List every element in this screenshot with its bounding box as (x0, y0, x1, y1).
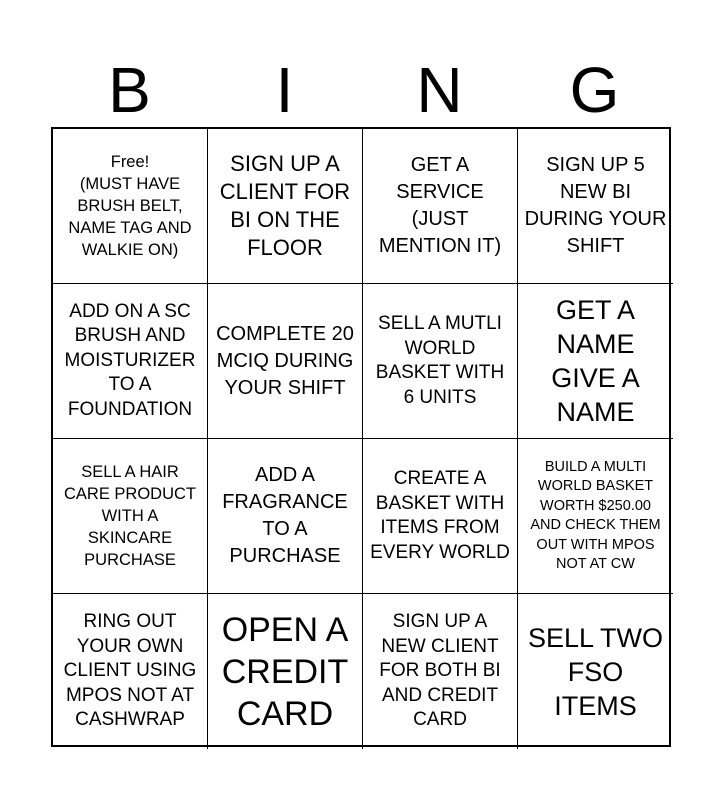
bingo-cell[interactable] (208, 129, 363, 284)
cell-label: ADD A FRAGRANCE TO A PURCHASE (222, 464, 348, 567)
cell-label: OPEN A CREDIT CARD (221, 610, 349, 733)
bingo-cell[interactable] (208, 594, 363, 749)
bingo-cell[interactable] (208, 284, 363, 439)
bingo-cell[interactable] (363, 594, 518, 749)
cell-label: ADD ON A SC BRUSH AND MOISTURIZER TO A FOUNDATION (64, 300, 196, 420)
bingo-cell[interactable] (518, 284, 673, 439)
bingo-cell[interactable] (518, 439, 673, 594)
bingo-cell[interactable] (363, 129, 518, 284)
cell-label: Free! (MUST HAVE BRUSH BELT, NAME TAG AND WALKIE ON) (68, 153, 192, 259)
cell-label: GET A SERVICE (JUST MENTION IT) (378, 154, 502, 257)
bingo-cell[interactable] (518, 129, 673, 284)
bingo-cell[interactable] (208, 439, 363, 594)
header-letter-i: I (275, 54, 294, 126)
cell-label: RING OUT YOUR OWN CLIENT USING MPOS NOT AT CASHWRAP (63, 611, 197, 731)
cell-label: SELL A HAIR CARE PRODUCT WITH A SKINCARE PURCHASE (63, 463, 196, 569)
cell-label: SELL A MUTLI WORLD BASKET WITH 6 UNITS (375, 313, 505, 408)
cell-label: SIGN UP A NEW CLIENT FOR BOTH BI AND CREDIT CARD (379, 611, 501, 731)
header-letter-n: N (416, 54, 463, 126)
bingo-cell[interactable] (53, 594, 208, 749)
bingo-cell[interactable] (363, 439, 518, 594)
bingo-cell-free[interactable] (53, 129, 208, 284)
bingo-header (52, 52, 672, 128)
cell-label: SELL TWO FSO ITEMS (527, 622, 664, 721)
cell-label: GET A NAME GIVE A NAME (551, 295, 640, 427)
header-letter-g: G (569, 54, 620, 126)
cell-label: COMPLETE 20 MCIQ DURING YOUR SHIFT (216, 322, 354, 399)
cell-label: SIGN UP 5 NEW BI DURING YOUR SHIFT (524, 154, 667, 257)
bingo-cell[interactable] (518, 594, 673, 749)
cell-label: CREATE A BASKET WITH ITEMS FROM EVERY WORLD (370, 468, 510, 563)
bingo-cell[interactable] (363, 284, 518, 439)
bingo-grid (51, 127, 671, 747)
header-letter-b: B (108, 54, 151, 126)
cell-label: SIGN UP A CLIENT FOR BI ON THE FLOOR (219, 151, 351, 260)
bingo-cell[interactable] (53, 439, 208, 594)
bingo-cell[interactable] (53, 284, 208, 439)
cell-label: BUILD A MULTI WORLD BASKET WORTH $250.00 AND CHECK THEM OUT WITH MPOS NOT AT CW (530, 458, 661, 572)
